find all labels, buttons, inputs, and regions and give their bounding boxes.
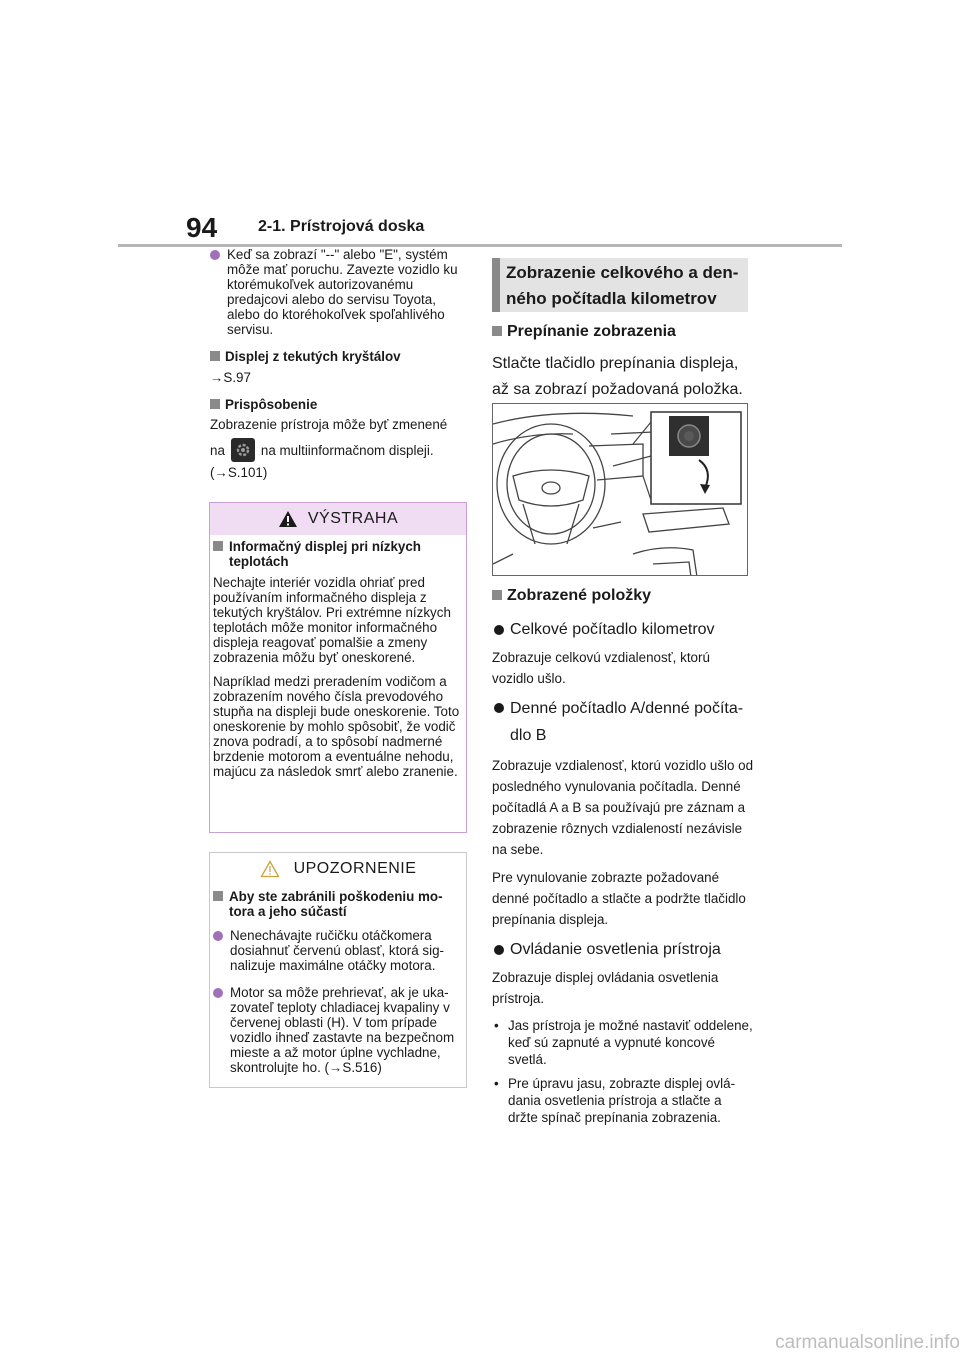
odo-item	[492, 617, 754, 643]
note-2	[492, 1075, 754, 1126]
square-bullet-icon	[213, 541, 223, 551]
caution-bullet-2-text: Motor sa môže prehrievať, ak je ukazovateľ teploty chladiacej kvapaliny v červenej oblasti (H). V tom prípade vozidlo ihneď zastavte na bezpečnom mieste a až motor úplne vychladne, skontrolujte ho. (→S.516)	[230, 985, 455, 1075]
custom-heading	[210, 397, 468, 412]
page-number: 94	[186, 212, 218, 243]
bullet-dot-icon	[213, 931, 223, 941]
square-bullet-icon	[492, 590, 502, 600]
caution-title: UPOZORNENIE	[293, 860, 417, 877]
square-bullet-icon	[210, 399, 220, 409]
section-header-title: Zobrazenie celkového a denného počítadla kilometrov	[506, 263, 739, 308]
custom-heading-text: Prispôsobenie	[225, 397, 318, 412]
note-2-text: Pre úpravu jasu, zobrazte displej ovládania osvetlenia prístroja a stlačte a držte spínač prepínania zobrazenia.	[508, 1076, 736, 1125]
switch-text: Stlačte tlačidlo prepínania displeja, až sa zobrazí požadovaná položka.	[492, 355, 743, 398]
caution-heading	[213, 889, 462, 919]
left-column	[210, 247, 468, 480]
bullet-dot-icon	[213, 988, 223, 998]
custom-ref[interactable]: (→S.101)	[210, 465, 268, 480]
bullet-dot-icon	[210, 250, 220, 260]
caution-bullet-2	[213, 985, 462, 1075]
warning-title: VÝSTRAHA	[307, 510, 399, 527]
bullet-dot-icon	[494, 703, 504, 713]
custom-text-1: Zobrazenie prístroja môže byť zmenené	[210, 417, 448, 432]
light-text: Zobrazuje displej ovládania osvetlenia prístroja.	[492, 970, 719, 1006]
trip-text: Zobrazuje vzdialenosť, ktorú vozidlo ušlo od posledného vynulovania počítadla. Denné počítadlá A a B sa používajú pre záznam a zobrazenie rôznych vzdialeností nezávisle na sebe.	[492, 758, 754, 857]
note-1-text: Jas prístroja je možné nastaviť oddelene, keď sú zapnuté a vypnuté koncové svetlá.	[508, 1018, 753, 1067]
light-item	[492, 937, 754, 963]
items-block	[492, 583, 754, 1126]
odo-title: Celkové počítadlo kilometrov	[510, 621, 715, 638]
light-title: Ovládanie osvetlenia prístroja	[510, 941, 721, 958]
square-bullet-icon	[210, 351, 220, 361]
caution-triangle-icon	[260, 860, 280, 878]
warning-paragraph-1: Nechajte interiér vozidla ohriať pred používaním informačného displeja z tekutých kryštálov. Pri extrémne nízkych teplotách môže monitor informačného displeja reagovať pomalšie a zmeny zobrazenia môžu byť oneskorené.	[213, 575, 451, 665]
warning-box	[209, 502, 467, 833]
dashboard-illustration	[492, 403, 748, 576]
warning-triangle-icon	[278, 510, 298, 528]
caution-bullet-1	[213, 928, 462, 973]
intro-bullet	[210, 247, 468, 337]
trip-text-2: Pre vynulovanie zobrazte požadované denné počítadlo a stlačte a podržte tlačidlo prepínania displeja.	[492, 870, 746, 927]
items-heading	[492, 583, 754, 609]
section-title: 2-1. Prístrojová doska	[258, 218, 425, 235]
watermark: carmanualsonline.info	[775, 1332, 960, 1353]
square-bullet-icon	[492, 326, 502, 336]
lcd-ref[interactable]: →S.97	[210, 370, 251, 385]
caution-box	[209, 852, 467, 1088]
warning-paragraph-2: Napríklad medzi preradením vodičom a zobrazením nového čísla prevodového stupňa na displeji bude oneskorenie. Toto oneskorenie by mohlo spôsobiť, že vodič znova podradí, a to spôsobí nadmerné brzdenie motorom a eventuálne nehodu, majúcu za následok smrť alebo zranenie.	[213, 674, 460, 779]
warning-header	[210, 503, 466, 535]
note-bullet-icon: •	[494, 1018, 499, 1033]
switch-heading-text: Prepínanie zobrazenia	[507, 323, 676, 340]
trip-item	[492, 695, 754, 749]
caution-bullet-1-text: Nenechávajte ručičku otáčkomera dosiahnuť červenú oblasť, ktorá signalizuje maximálne otáčky motora.	[230, 928, 445, 973]
lcd-heading	[210, 349, 468, 364]
odo-text: Zobrazuje celkovú vzdialenosť, ktorú vozidlo ušlo.	[492, 650, 710, 686]
note-1	[492, 1017, 754, 1068]
switch-heading	[492, 319, 754, 345]
caution-header	[210, 853, 466, 885]
square-bullet-icon	[213, 891, 223, 901]
lcd-heading-text: Displej z tekutých kryštálov	[225, 349, 401, 364]
custom-text-2	[210, 438, 468, 462]
switch-block	[492, 319, 754, 403]
gear-icon	[231, 438, 255, 462]
trip-title: Denné počítadlo A/denné počítadlo B	[510, 700, 744, 744]
steering-wheel-drawing	[493, 404, 748, 576]
warning-heading	[213, 539, 462, 569]
bullet-dot-icon	[494, 945, 504, 955]
warning-heading-text: Informačný displej pri nízkych teplotách	[229, 539, 421, 569]
custom-text-2-post: na multiinformačnom displeji.	[260, 442, 434, 458]
section-header	[492, 258, 748, 312]
intro-text: Keď sa zobrazí "--" alebo "E", systém môže mať poruchu. Zavezte vozidlo ku ktorémukoľvek autorizovanému predajcovi alebo do servisu Toyota, alebo do ktoréhokoľvek spoľahlivého servisu.	[227, 247, 458, 337]
bullet-dot-icon	[494, 625, 504, 635]
items-heading-text: Zobrazené položky	[507, 587, 652, 604]
note-bullet-icon: •	[494, 1076, 499, 1091]
caution-heading-text: Aby ste zabránili poškodeniu motora a jeho súčastí	[229, 889, 443, 919]
custom-text-2-pre: na	[210, 442, 225, 458]
